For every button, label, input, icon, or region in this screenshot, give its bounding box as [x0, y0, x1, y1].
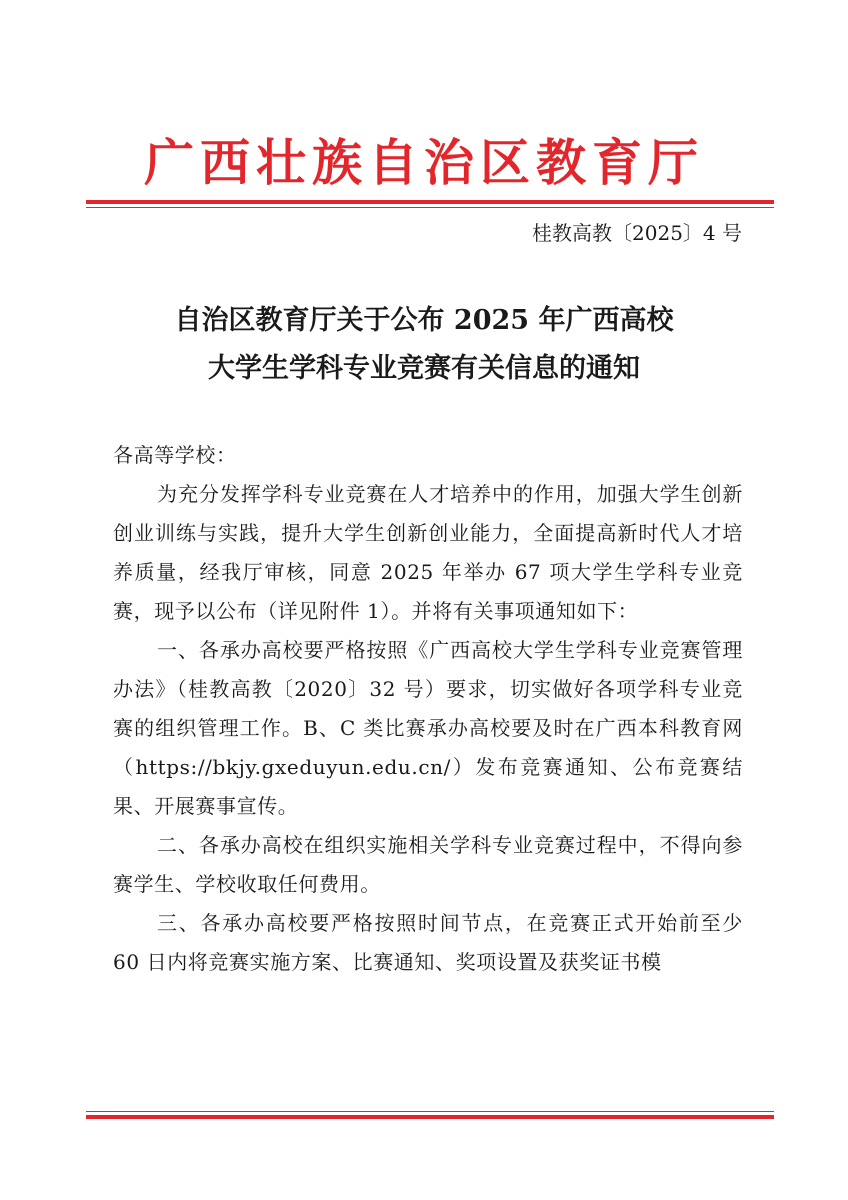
document-title-line-2: 大学生学科专业竞赛有关信息的通知 — [208, 353, 640, 384]
footer-red-rule-thin — [86, 1111, 774, 1112]
document-number: 桂教高教〔2025〕4 号 — [532, 221, 742, 245]
paragraph-item-1: 一、各承办高校要严格按照《广西高校大学生学科专业竞赛管理办法》（桂教高教〔2020〕32 号）要求，切实做好各项学科专业竞赛的组织管理工作。B、C 类比赛承办高校要及时在广西本科教育网（https://bkjy.gxeduyun.edu.cn/）发布竞赛通知、公布竞赛结果、开展赛事宣传。 — [113, 638, 743, 818]
header-red-rule-thin — [86, 207, 774, 208]
document-title-line-1: 自治区教育厅关于公布 2025 年广西高校 — [174, 305, 674, 336]
salutation: 各高等学校： — [113, 443, 237, 467]
document-body — [113, 436, 743, 982]
footer-red-rule-thick — [86, 1115, 774, 1119]
paragraph-intro: 为充分发挥学科专业竞赛在人才培养中的作用，加强大学生创新创业训练与实践，提升大学生创新创业能力，全面提高新时代人才培养质量，经我厅审核，同意 2025 年举办 67 项大学生学科专业竞赛，现予以公布（详见附件 1）。并将有关事项通知如下： — [113, 482, 743, 623]
paragraph-item-2: 二、各承办高校在组织实施相关学科专业竞赛过程中，不得向参赛学生、学校收取任何费用。 — [113, 833, 743, 896]
agency-header: 广西壮族自治区教育厅 — [144, 133, 704, 192]
document-title — [0, 297, 848, 393]
header-red-rule-thick — [86, 200, 774, 204]
paragraph-item-3: 三、各承办高校要严格按照时间节点，在竞赛正式开始前至少 60 日内将竞赛实施方案、比赛通知、奖项设置及获奖证书模 — [113, 911, 743, 974]
